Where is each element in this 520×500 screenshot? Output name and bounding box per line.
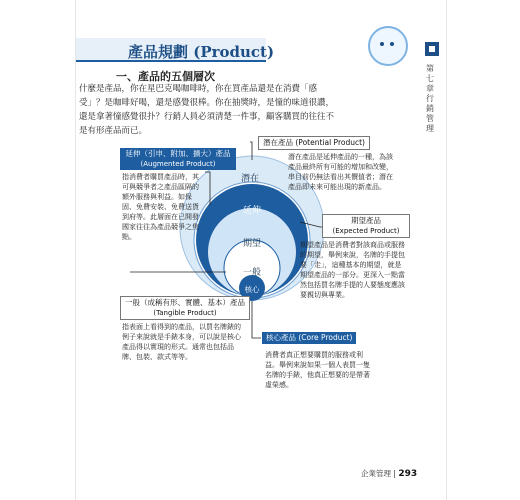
intro-paragraph: 什麼是產品，你在星巴克喝咖啡時，你在買產品還是在消費「感受」？是咖啡好喝，還是感覺很棒。你在抽獎時，是憧的味道很讚，還是拿著憧感覺很扑？行銷人員必須清楚一件事，顧客購買的往往不是有形產品而已。 <box>79 84 335 136</box>
page-title: 產品規劃 (Product) <box>128 43 275 61</box>
label-basic-subtitle: (Tangible Product) <box>153 309 217 317</box>
label-expected <box>322 214 410 238</box>
leader-core <box>252 301 261 338</box>
ring-label-core: 核心 <box>244 285 260 294</box>
footer-separator: | <box>393 469 399 478</box>
label-augmented-title: 延伸（引申、附加、擴大）產品 <box>125 149 231 158</box>
desc-potential: 潛在產品是延伸產品的一種，為該產品最終所有可能的增加和改變，串目前仍無法看出其價值者；潛在產品即未來可能出現的新產品。 <box>288 153 393 191</box>
label-augmented-subtitle: (Augmented Product) <box>140 160 216 168</box>
label-expected-subtitle: (Expected Product) <box>332 227 400 235</box>
ring-label-augmented: 延伸 <box>242 206 262 216</box>
chapter-label: 第七章 行銷管理 <box>426 64 434 133</box>
desc-core: 消費者真正想要購買的服務或利益。舉例來說如果一個人表買一隻名牌的手錶，他真正想要的是帶著虛榮感。 <box>265 351 370 389</box>
label-basic <box>120 296 250 320</box>
label-basic-title: 一般（成稱有形、實體、基本）產品 <box>125 298 245 307</box>
page-footer <box>361 468 417 479</box>
page-number: 293 <box>398 469 418 479</box>
ring-label-basic: 一般 <box>242 268 262 278</box>
label-potential: 潛在產品 (Potential Product) <box>258 136 370 150</box>
ring-label-potential: 潛在 <box>240 174 260 184</box>
desc-augmented: 指消費者購買產品時，其可與競爭者之產品區隔的額外服務與利益。如保固、免費安裝、免費送貨到府等。此層面在已開發國家往往為產品競爭之焦點。 <box>122 173 199 241</box>
ring-label-expected: 期望 <box>242 239 262 249</box>
label-core: 核心產品 (Core Product) <box>262 332 356 344</box>
label-augmented <box>120 148 236 170</box>
footer-text: 企業管理 <box>361 469 391 478</box>
label-expected-title: 期望產品 <box>351 216 381 225</box>
desc-basic: 指表面上看得到的產品，以買名牌錶的例子來說就是手錶本身，可以說是核心產品得以實現的形式。通常也包括品牌、包裝、款式等等。 <box>122 323 241 361</box>
desc-expected: 期望產品是消費者對該商品或服務的期望，舉例來說，名牌的手提包要「走」，這種基本的期望，就是期望產品的一部分。更深入一點當然包括買名牌手提的人要態度應該要親切與專業。 <box>300 241 405 299</box>
section-heading: 一、產品的五個層次 <box>116 70 215 83</box>
